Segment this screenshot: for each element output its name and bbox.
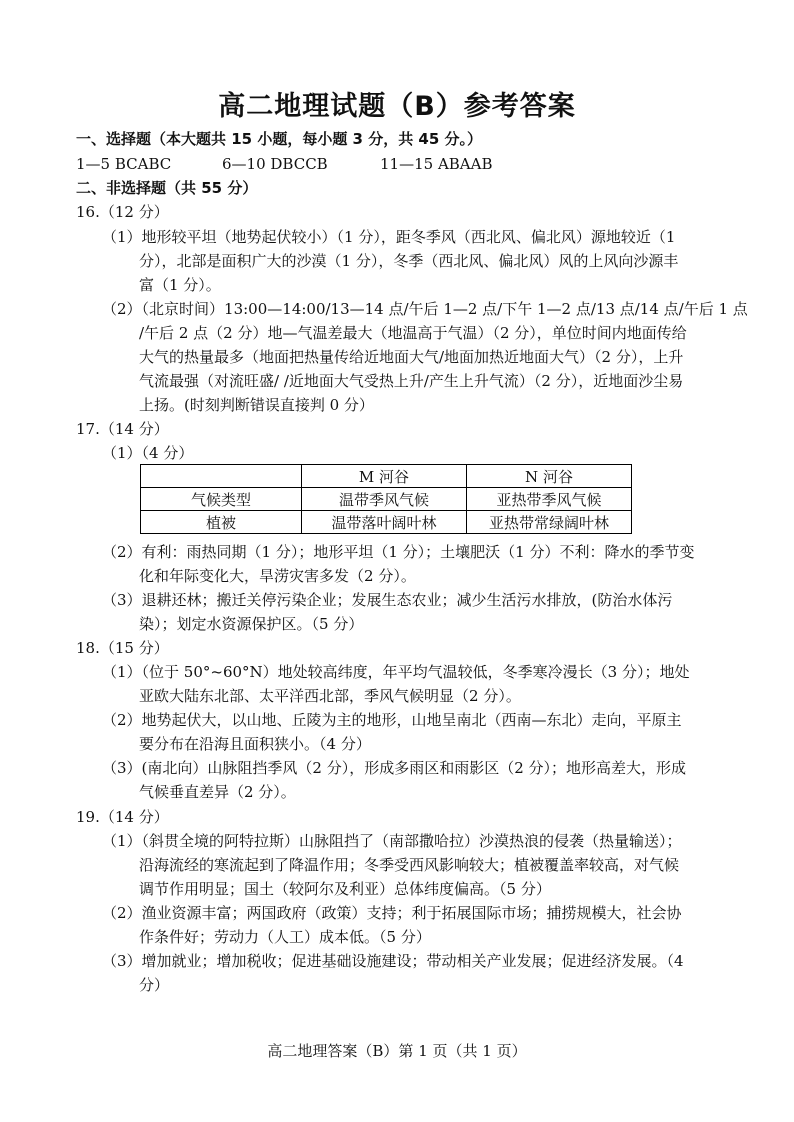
- q16-p1-line1: （1）地形较平坦（地势起伏较小）（1 分），距冬季风（西北风、偏北风）源地较近（1: [102, 228, 676, 246]
- q18-p3-line1: （3）(南北向）山脉阻挡季风（2 分），形成多雨区和雨影区（2 分）；地形高差大，形成: [102, 759, 687, 777]
- table-cell: 亚热带常绿阔叶林: [467, 511, 632, 534]
- q18-p1-line2: 亚欧大陆东北部、太平洋西北部，季风气候明显（2 分）。: [139, 687, 521, 705]
- table-header-cell: [141, 465, 302, 488]
- table-cell: 温带落叶阔叶林: [302, 511, 467, 534]
- table-header-row: [141, 465, 632, 488]
- table-row: [141, 511, 632, 534]
- section2-heading: 二、非选择题（共 55 分）: [76, 179, 258, 197]
- q16-heading: 16.（12 分）: [76, 203, 169, 221]
- answers-6-10: 6—10 DBCCB: [222, 155, 328, 173]
- q19-p2-line1: （2）渔业资源丰富；两国政府（政策）支持；利于拓展国际市场；捕捞规模大，社会协: [102, 904, 682, 922]
- q16-p2-line1: （2）（北京时间）13:00—14:00/13—14 点/午后 1—2 点/下午 1—2 点/13 点/14 点/午后 1 点: [102, 300, 748, 318]
- q19-p3-line1: （3）增加就业；增加税收；促进基础设施建设；带动相关产业发展；促进经济发展。（4: [102, 952, 684, 970]
- q19-p2-line2: 作条件好；劳动力（人工）成本低。（5 分）: [139, 928, 431, 946]
- q19-heading: 19.（14 分）: [76, 808, 169, 826]
- q17-p3-line1: （3）退耕还林；搬迁关停污染企业；发展生态农业；减少生活污水排放，(防治水体污: [102, 591, 673, 609]
- q17-heading: 17.（14 分）: [76, 420, 169, 438]
- table-cell: 温带季风气候: [302, 488, 467, 511]
- q18-heading: 18.（15 分）: [76, 639, 169, 657]
- table-cell: 植被: [141, 511, 302, 534]
- answers-11-15: 11—15 ABAAB: [380, 155, 493, 173]
- table-cell: 气候类型: [141, 488, 302, 511]
- q16-p2-line4: 气流最强（对流旺盛/ /近地面大气受热上升/产生上升气流）（2 分），近地面沙尘易: [139, 372, 684, 390]
- page-title: 高二地理试题（B）参考答案: [218, 91, 576, 122]
- q16-p1-line3: 富（1 分）。: [139, 276, 221, 294]
- q18-p2-line1: （2）地势起伏大，以山地、丘陵为主的地形，山地呈南北（西南—东北）走向，平原主: [102, 711, 682, 729]
- section1-heading: 一、选择题（本大题共 15 小题，每小题 3 分，共 45 分。）: [76, 130, 483, 148]
- answers-1-5: 1—5 BCABC: [76, 155, 172, 173]
- q16-p2-line2: /午后 2 点（2 分）地—气温差最大（地温高于气温）（2 分），单位时间内地面传给: [139, 324, 687, 342]
- q19-p1-line1: （1）（斜贯全境的阿特拉斯）山脉阻挡了（南部撒哈拉）沙漠热浪的侵袭（热量输送）；: [102, 832, 682, 850]
- q17-p2-line2: 化和年际变化大，旱涝灾害多发（2 分）。: [139, 567, 416, 585]
- q18-p1-line1: （1）（位于 50°~60°N）地处较高纬度，年平均气温较低，冬季寒冷漫长（3 分）；地处: [102, 663, 690, 681]
- q17-p1: （1）（4 分）: [102, 444, 194, 462]
- q19-p1-line2: 沿海流经的寒流起到了降温作用；冬季受西风影响较大；植被覆盖率较高，对气候: [139, 856, 680, 874]
- q18-p2-line2: 要分布在沿海且面积狭小。（4 分）: [139, 735, 371, 753]
- q16-p2-line3: 大气的热量最多（地面把热量传给近地面大气/地面加热近地面大气）（2 分），上升: [139, 348, 684, 366]
- q17-p3-line2: 染）；划定水资源保护区。（5 分）: [139, 615, 364, 633]
- q19-p3-line2: 分）: [139, 976, 170, 994]
- table-header-cell: N 河谷: [467, 465, 632, 488]
- q16-p1-line2: 分），北部是面积广大的沙漠（1 分），冬季（西北风、偏北风）风的上风向沙源丰: [139, 252, 679, 270]
- q18-p3-line2: 气候垂直差异（2 分）。: [139, 783, 296, 801]
- q17-p2-line1: （2）有利：雨热同期（1 分）；地形平坦（1 分）；土壤肥沃（1 分）不利：降水的季节变: [102, 543, 695, 561]
- table-header-cell: M 河谷: [302, 465, 467, 488]
- table-cell: 亚热带季风气候: [467, 488, 632, 511]
- page-footer: 高二地理答案（B）第 1 页（共 1 页）: [267, 1042, 527, 1060]
- q19-p1-line3: 调节作用明显；国土（较阿尔及利亚）总体纬度偏高。（5 分）: [139, 880, 551, 898]
- q16-p2-line5: 上扬。(时刻判断错误直接判 0 分）: [139, 396, 374, 414]
- table-row: [141, 488, 632, 511]
- climate-vegetation-table: [140, 464, 632, 534]
